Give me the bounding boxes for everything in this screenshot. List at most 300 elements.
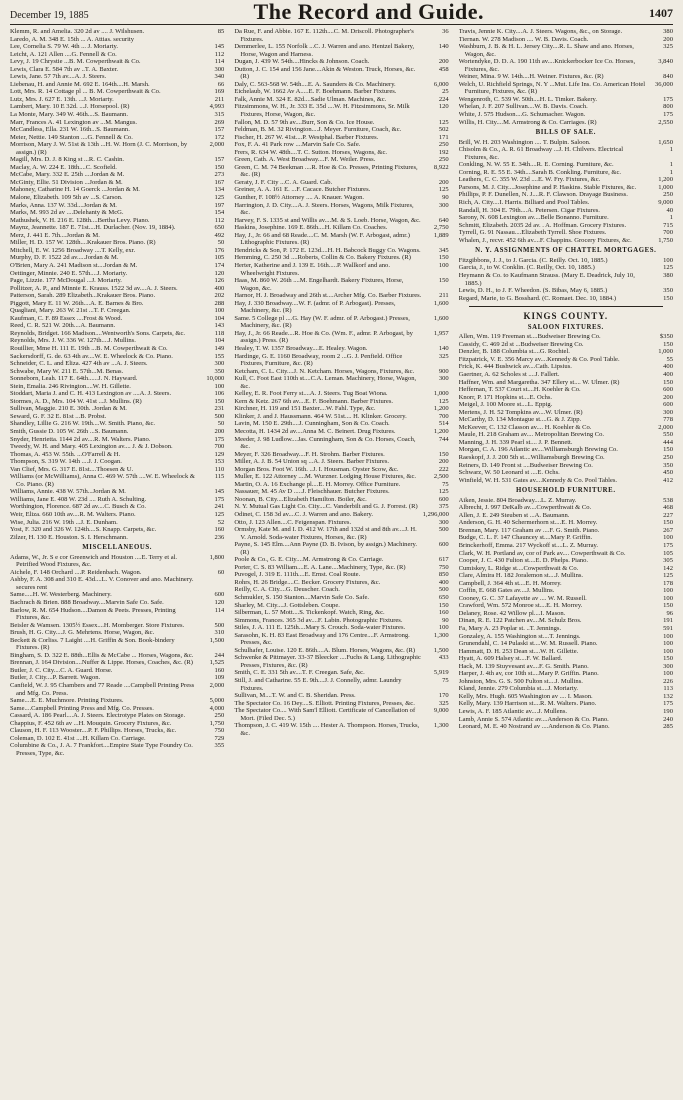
entry-text: Maclay, A. W. 224 E. 18th....C. Scofield. <box>10 163 117 171</box>
entry-amount: 100 <box>663 632 673 640</box>
entry-row <box>10 315 224 323</box>
entry-text: Zilzer, H. 130 E. Houston. S. I. Herschmann. <box>10 533 128 541</box>
entry-amount: 115 <box>214 473 225 481</box>
entry-text: Rouillier, Mme H. 111 E. 19th ...B. M. Cowperthwait & Co. <box>10 344 168 352</box>
entry-amount: 400 <box>663 363 673 371</box>
entry-amount: 458 <box>438 65 449 73</box>
entry-amount: 241 <box>214 503 225 511</box>
entry-row <box>10 330 224 338</box>
entry-amount: 2,000 <box>209 682 225 690</box>
entry-text: Schmukler, S. 150 Stanton....Marvin Safe Co. Safe. <box>234 594 369 602</box>
entry-text: Kern & Ketz. 267 6th av....E. F. Boehmann. Barber Fixtures. <box>234 397 394 405</box>
entry-row <box>10 28 224 36</box>
entry-text: McCarthy, D. 134 Montague st....G. & J. Zipp. <box>458 416 582 424</box>
entry-text: Parsons, M. J. City....Josephine and P. Haskins. Stable Fixtures, &c. <box>458 183 637 191</box>
entry-row <box>234 232 448 247</box>
entry-row <box>10 667 224 675</box>
entry-amount: 450 <box>663 469 673 477</box>
entry-amount: 52 <box>217 518 225 526</box>
entry-amount: 125 <box>438 488 449 496</box>
entry-amount: 150 <box>438 254 449 262</box>
entry-amount: 340 <box>214 73 225 81</box>
entry-amount: 325 <box>438 352 449 360</box>
entry-amount: 105 <box>663 549 673 557</box>
entry-amount: 1,800 <box>209 553 225 561</box>
entry-amount: 1,000 <box>658 183 673 191</box>
entry-text: Clauson, H. F. 113 Wooster....P. F. Phillips. Horses, Trucks, &c. <box>10 727 177 735</box>
entry-row <box>10 345 224 353</box>
entry-amount: 600 <box>438 495 449 503</box>
entry-amount: 104 <box>214 337 225 345</box>
entry-amount: 2,000 <box>658 423 673 431</box>
entry-text: O'Brien, Mary A. 241 Madison st....Jordan & M. <box>10 261 138 269</box>
entry-text: Marks, Anna. 137 W. 33d....Jordan & M. <box>10 201 117 209</box>
entry-text: Sullivan, Maggie. 210 E. 30th. .Jordan & M. <box>10 405 127 413</box>
entry-amount: 175 <box>663 542 673 549</box>
section-heading-bills-of-sale: BILLS OF SALE. <box>535 129 597 137</box>
entry-text: Fischer, H. 267 W. 41st....P. Westphal. Barber Fixtures. <box>234 133 379 141</box>
entry-amount: 1,889 <box>433 231 449 239</box>
entry-row <box>10 111 224 119</box>
entry-amount: 750 <box>214 727 225 735</box>
entry-row <box>10 88 224 96</box>
entry-text: Coffin, E. 668 Gates av....J. Mullins. <box>458 587 555 595</box>
entry-text: Brennan, J. 164 Division....Nuffer & Lippe. Horses, Coaches, &c. (R) <box>10 659 193 667</box>
entry-text: Tweedy, W. H. and Mary. 405 Lexington av.... J. & J. Dobson. <box>10 443 173 451</box>
entry-amount: 650 <box>214 224 225 232</box>
entry-amount: 150 <box>663 294 673 302</box>
entry-text: Stein, Emalia. 246 Rivington....W. H. Gillette. <box>10 382 131 390</box>
entry-row <box>459 58 673 73</box>
entry-row <box>10 202 224 210</box>
section-heading-kings-county: KINGS COUNTY. <box>523 311 609 322</box>
entry-row <box>234 156 448 164</box>
entry-amount: 700 <box>214 443 225 451</box>
entry-amount: 125 <box>214 511 225 518</box>
entry-text: Tiernan. W. 278 Madison .... W. B. Davis. Coach. <box>458 35 589 43</box>
entry-text: Rich, A. City....I. Harris. Billiard and Pool Tables. <box>458 199 590 207</box>
entry-text: Leicht, A. 121 Allen ....G. Fennell & Co. <box>10 50 117 58</box>
entry-text: Murphy, D. F. 1522 2d av.....Jordan & M. <box>10 254 119 262</box>
entry-row <box>234 617 448 625</box>
entry-text: Bachrach & Brien. 888 Broadway....Marvin Safe Co. Safe. <box>10 599 164 607</box>
entry-amount: 750 <box>438 563 449 571</box>
entry-amount: 134 <box>214 186 225 194</box>
entry-row <box>459 534 673 542</box>
entry-row <box>10 526 224 534</box>
entry-text: Magill, Mrs. D. J. 8 King st ...R. C. Cashin. <box>10 156 125 164</box>
entry-text: Pollitzer, A. P., and Minnie E. Krauss. 1522 3d av....A. J. Steers. <box>10 284 178 292</box>
entry-text: Welch, U. Richfield Springs, N. Y ...Mut. Life Ins. Co. American Hotel Furniture, Fixtures, &c. (R) <box>458 80 646 96</box>
entry-row <box>10 622 224 630</box>
entry-row <box>459 73 673 81</box>
entry-row <box>234 262 448 277</box>
entry-text: Mitchell, E. W. 1256 Broadway ....T. Kelly, exr. <box>10 246 136 254</box>
entry-text: Cooper, J. C. 430 Fulton st....E. D. Phelps. Piano. <box>458 557 589 565</box>
entry-row <box>10 383 224 391</box>
entry-row <box>10 607 224 622</box>
entry-amount: 150 <box>663 602 673 610</box>
entry-amount: 200 <box>663 393 673 401</box>
entry-amount: 150 <box>663 519 673 527</box>
entry-amount: 175 <box>663 111 673 119</box>
entry-amount: 345 <box>438 246 449 254</box>
entry-amount: 176 <box>214 246 225 254</box>
entry-text: Morgan Bros. Foot W. 16th. ..J. I. Housman. Oyster Scow, &c. <box>234 465 399 473</box>
entry-amount: 640 <box>438 216 449 224</box>
entry-row <box>10 156 224 164</box>
section-heading: MISCELLANEOUS. <box>82 544 153 552</box>
entry-row <box>234 458 448 466</box>
entry-amount: 175 <box>214 435 225 443</box>
entry-amount: 150 <box>663 655 673 663</box>
entry-amount: 160 <box>438 609 449 617</box>
entry-text: Morgan, C. A. 196 Atlantic av....Williamsburgh Brewing Co. <box>458 446 618 454</box>
entry-text: Maynz, Jeannette. 187 E. 71st....H. Durlacher. (Nov. 19, 1884). <box>10 224 176 232</box>
entry-row <box>459 237 673 245</box>
entry-amount: 140 <box>438 43 449 51</box>
entry-amount: 109 <box>214 674 225 682</box>
entry-amount: 550 <box>663 431 673 439</box>
entry-amount: 500 <box>214 621 225 629</box>
entry-row <box>234 194 448 202</box>
entry-text: Piggott, Mary E. 11 W. 26th....A. E. Barnes & Bro. <box>10 299 144 307</box>
entry-text: Kaufman, C. F. 89 Essex ....Frost & Wood. <box>10 314 123 322</box>
entry-amount: 1,200 <box>433 405 449 413</box>
entry-amount: 300 <box>214 360 225 368</box>
entry-amount: 3,840 <box>658 58 673 66</box>
entry-row <box>10 405 224 413</box>
entry-amount: 500 <box>214 412 225 420</box>
entry-text: Schulhafer, Louise. 120 E. 86th....A. Blum. Horses, Wagons, &c. (R) <box>234 646 416 654</box>
entry-text: Falk, Annie M. 324 E. 82d....Sadie Ulman. Machines, &c. <box>234 95 387 103</box>
entry-text: The Spectator Co.... With Sam'l Elliott. Certificate of Cancellation of Mort. (Filed Dec. 5.) <box>234 707 416 722</box>
entry-amount: 90 <box>442 616 449 624</box>
entry-amount: 269 <box>214 118 225 126</box>
entry-amount: 175 <box>214 495 225 503</box>
entry-row <box>10 353 224 361</box>
entry-row <box>234 103 448 118</box>
entry-amount: 100 <box>663 640 673 648</box>
entry-row <box>10 262 224 270</box>
entry-text: Dinan, R. E. 122 Patchen av....M. Schulz Bros. <box>458 617 582 625</box>
entry-row <box>234 398 448 406</box>
entry-row <box>10 458 224 466</box>
entry-text: White, J. 575 Hudson....G. Schumacher. Wagon. <box>458 111 586 119</box>
entry-amount: 1,525 <box>209 659 225 667</box>
entry-amount: 600 <box>663 401 673 409</box>
entry-amount: 224 <box>438 95 449 103</box>
entry-row <box>459 207 673 215</box>
entry-amount: 178 <box>663 579 673 587</box>
entry-row <box>459 565 673 573</box>
entry-row <box>459 295 673 303</box>
entry-amount: 2,750 <box>433 224 449 232</box>
entry-row <box>459 222 673 230</box>
entry-text: Stoddart, Maria J. and C. H. 413 Lexington av ....A. J. Steers. <box>10 390 172 398</box>
entry-text: Tyrrell, G. 91 Nassau....Elizabeth Tyrrell. Shoe Fixtures. <box>458 229 607 237</box>
entry-text: Whalen, J., recvr. 452 6th av....F. Chappins. Grocery Fixtures, &c. <box>458 236 632 244</box>
entry-amount: 174 <box>214 261 225 269</box>
entry-text: Green, C. M. 74 Beekman ....R. Hoe & Co. Presses, Printing Fixtures, &c. (R) <box>234 163 418 179</box>
entry-amount: 744 <box>438 435 449 443</box>
entry-amount: 100 <box>663 647 673 655</box>
entry-text: Campbell, J. 364 4th st....E. H. Morrey. <box>458 579 562 587</box>
entry-text: Kull, C. Foot East 110th st....C.A. Leman. Machinery, Horse, Wagon, &c. <box>234 375 417 390</box>
entry-amount: 192 <box>438 148 449 156</box>
section-heading-household-furniture: HOUSEHOLD FURNITURE. <box>516 487 616 495</box>
entry-row <box>10 742 224 757</box>
entry-amount: 175 <box>663 95 673 103</box>
entry-row <box>234 353 448 368</box>
entry-amount: 150 <box>663 340 673 348</box>
entry-text: Mahoney, Catharine H. 14 Goerck ...Jordan & M. <box>10 186 140 194</box>
entry-row <box>10 164 224 172</box>
entry-row <box>10 126 224 134</box>
entry-text: Kelley, E. R. Foot Ferry st....A. J. Steers. Tug Boat Wiona. <box>234 390 388 398</box>
entry-amount: 140 <box>438 344 449 352</box>
entry-row <box>10 473 224 488</box>
entry-row <box>234 526 448 541</box>
entry-row <box>10 186 224 194</box>
entry-text: Raeskopf, J. J. 200 5th st....Williamsburgh Brewing Co. <box>458 453 605 461</box>
entry-amount: 514 <box>438 420 449 428</box>
entry-amount: 300 <box>214 65 225 73</box>
entry-row <box>10 443 224 451</box>
entry-text: Conkling, N. W. 55 E. 34th....R. E. Corning. Furniture, &c. <box>458 161 614 169</box>
entry-amount: 1,300 <box>433 631 449 639</box>
entry-amount: 380 <box>663 271 673 279</box>
entry-row <box>10 720 224 728</box>
entry-amount: 1,200 <box>658 176 673 184</box>
entry-amount: 9,000 <box>658 199 673 207</box>
entry-text: Hack, M. 139 Stuyvesant av....F. G. Smith. Piano. <box>458 662 589 670</box>
entry-amount: 120 <box>214 599 225 607</box>
entry-amount: 125 <box>214 194 225 202</box>
entry-row <box>234 632 448 647</box>
entry-text: Thompson, J. C. 419 W. 15th .... Hester A. Thompson. Horses, Trucks, &c. <box>234 722 420 737</box>
entry-text: Otto, J. 123 Allen....C. Feigenspan. Fixtures. <box>234 518 352 526</box>
entry-amount: 36,000 <box>654 80 673 88</box>
entry-row <box>234 700 448 708</box>
entry-text: Mertens, J. H. 52 Tompkins av....W. Ulmer. (R) <box>458 408 583 416</box>
entry-text: Fitzpatrick, V. E. 356 Marcy av....Kennedy & Co. Pool Table. <box>458 355 620 363</box>
entry-amount: 500 <box>438 586 449 594</box>
entry-text: McGinty, Ellie. 51 Division ...Jordan & M. <box>10 178 123 186</box>
entry-text: Willis, H. City....M. Armstrong & Co. Carriages. (R) <box>458 118 597 126</box>
entry-row <box>459 497 673 505</box>
entry-amount: 244 <box>214 651 225 659</box>
entry-text: Manning, J. H. 339 Pearl st.... J. P. Bennett. <box>458 438 573 446</box>
entry-row <box>234 707 448 722</box>
entry-row <box>234 647 448 655</box>
entry-amount: 9,000 <box>433 707 449 715</box>
entry-row <box>10 451 224 459</box>
entry-amount: 125 <box>663 264 673 272</box>
entry-amount: 8,922 <box>433 163 449 171</box>
entry-text: Nassauer, M. 45 Av D .....J. Fleischhauer. Butcher Fixtures. <box>234 488 390 496</box>
entry-amount: 231 <box>214 405 225 413</box>
entry-text: Bingham, S. D. 322 E. 88th...Ellis & McCabe ... Horses, Wagons, &c. <box>10 651 194 659</box>
entry-amount: 1,300 <box>433 722 449 730</box>
entry-row <box>10 51 224 59</box>
section-heading-assignments: N. Y. ASSIGNMENTS OF CHATTEL MORTGAGES. <box>475 247 657 255</box>
entry-amount: 325 <box>663 43 673 51</box>
entry-text: Malone, Elizabeth. 109 5th av ...S. Carson. <box>10 194 123 202</box>
entry-text: Lamb, Annie S. 574 Atlantic av....Anderson & Co. Piano. <box>458 715 609 723</box>
entry-amount: 1,650 <box>658 138 673 146</box>
entry-text: Marr, Frances A. 41 Lexington av ...M. Mangus. <box>10 118 138 126</box>
entry-row <box>10 420 224 428</box>
entry-amount: 202 <box>214 292 225 300</box>
entry-text: Harnor, H. J. Broadway and 26th st....Archer Mfg. Co. Barber Fixtures. <box>234 292 422 300</box>
entry-text: Cumiskey, L. Ridge st....Cowperthwait & Co. <box>458 564 579 572</box>
entry-amount: 5,919 <box>433 669 449 677</box>
entry-row <box>234 315 448 330</box>
entry-row <box>459 655 673 663</box>
entry-row <box>234 602 448 610</box>
entry-amount: 778 <box>663 416 673 424</box>
entry-row <box>459 111 673 119</box>
entry-text: Reynolds, Mrs. J. W. 336 W. 127th....J. Mullins. <box>10 337 136 345</box>
entry-row <box>10 488 224 496</box>
entry-amount: 2,000 <box>209 141 225 149</box>
entry-row <box>459 43 673 58</box>
entry-text: Kelly, Mary. 139 Harrison st....R. M. Walters. Piano. <box>458 700 597 708</box>
entry-amount: 100 <box>663 594 673 602</box>
entry-amount: 55 <box>666 355 673 363</box>
entry-amount: 375 <box>438 503 449 511</box>
entry-amount: 154 <box>214 209 225 217</box>
entry-amount: 191 <box>663 617 673 625</box>
entry-text: Frick, K. 444 Bushwick av....Cath. Lipsius. <box>458 363 572 371</box>
entry-amount: 1,500 <box>433 646 449 654</box>
entry-text: Kelly, Mrs. Hugh. 605 Washington av .... I. Mason. <box>458 692 593 700</box>
entry-row <box>459 103 673 111</box>
entry-text: Leonard, M. E. 40 Nostrand av ....Anderson & Co. Piano. <box>458 723 610 731</box>
entry-text: Phillips, P. F. Dunellen, N. J....R. F. Clawson. Drayage Business. <box>458 191 628 199</box>
entry-amount: 110 <box>214 465 225 473</box>
entry-text: Still, J. and Catharine. 55 E. 9th....J. J. Connelly, admr. Laundry Fixtures. <box>234 677 402 692</box>
entry-text: Denzler, B. 188 Columbia st....G. Rochtel. <box>458 348 570 356</box>
entry-text: Leathers, C. C. 355 W. 23d ....E. W. Fry. Fixtures, &c. <box>458 176 601 184</box>
entry-amount: 502 <box>438 126 449 134</box>
entry-text: Meeder, J. 98 Ludlow....Jas. Cunningham, Son & Co. Horses, Coach, &c. <box>234 435 416 451</box>
entry-row <box>459 602 673 610</box>
entry-amount: 171 <box>438 133 449 141</box>
entry-text: Heffernan, T. 537 Court st....H. Koehler & Co. <box>458 386 581 394</box>
entry-row <box>459 119 673 127</box>
entry-row <box>459 557 673 565</box>
entry-text: Gonzaley, A. 155 Washington st....T. Jennings. <box>458 632 581 640</box>
entry-row <box>459 191 673 199</box>
entry-row <box>234 677 448 692</box>
entry-row <box>234 488 448 496</box>
entry-row <box>10 554 224 569</box>
entry-amount: 444 <box>663 438 673 446</box>
entry-row <box>459 139 673 147</box>
entry-row <box>459 572 673 580</box>
entry-text: Lott, Mrs. R. 14 Cottage pl ... B. M. Cowperthwait & Co. <box>10 88 161 96</box>
entry-text: Ketcham, C. L. City....J. N. Ketcham. Horses, Wagons, Fixtures, &c. <box>234 367 415 375</box>
entry-amount: 300 <box>438 201 449 209</box>
entry-text: Lee, Cornelia S. 79 W. 4th ... J. Moriarty. <box>10 43 118 51</box>
entry-row <box>459 723 673 731</box>
entry-amount: 300 <box>438 375 449 383</box>
entry-row <box>459 587 673 595</box>
entry-text: Lutz, Mrs. J. 627 E. 13th. ...J. Moriarty. <box>10 95 114 103</box>
entry-amount: 227 <box>663 511 673 519</box>
entry-row <box>10 652 224 660</box>
entry-row <box>234 722 448 737</box>
entry-row <box>234 345 448 353</box>
entry-amount: 900 <box>438 367 449 375</box>
entry-row <box>10 398 224 406</box>
entry-text: Rohrs, H. 26 Bridge....C. Becker. Grocery Fixtures, &c. <box>234 578 381 586</box>
entry-text: Klemm, R. and Amelia. 320 2d av .... J. Wilshusen. <box>10 28 145 35</box>
entry-amount: 125 <box>438 186 449 194</box>
entry-amount: 5,000 <box>209 697 225 705</box>
entry-text: Hyatt, A. 609 Halsey st....F. W. Ballard. <box>458 655 563 663</box>
entry-text: Whelan, J. F. 207 Sullivan....W. B. Davis. Coach. <box>458 103 588 111</box>
entry-text: Lewis, Clara E. 584 7th av ..T. A. Baxter. <box>10 65 119 73</box>
entry-row <box>10 436 224 444</box>
entry-amount: 160 <box>214 526 225 534</box>
entry-row <box>459 462 673 470</box>
entry-row <box>459 617 673 625</box>
entry-text: Greiner, A. A. 161 E. ...F. Cacace. Butcher Fixtures. <box>234 186 371 194</box>
entry-amount: 172 <box>214 133 225 141</box>
entry-text: Stormes, A. D., Mrs. 104 W. 41st ...J. Mullins. (R) <box>10 397 142 405</box>
entry-amount: 106 <box>214 390 225 398</box>
mortgage-list-continued <box>459 28 673 126</box>
entry-row <box>459 693 673 701</box>
entry-text: Green, Cath. A. West Broadway....F. M. Weiler. Press. <box>234 156 376 164</box>
entry-row <box>10 270 224 278</box>
entry-text: Hammatt, D. H. 253 Dean st....W. H. Gillette. <box>458 647 579 655</box>
entry-amount: 1,600 <box>433 299 449 307</box>
entry-amount: 167 <box>214 178 225 186</box>
entry-row <box>234 609 448 617</box>
entry-text: Williams, Jane E. 408 W. 23d .... Ruth A. Schulting. <box>10 495 147 503</box>
entry-text: Winfield, W. H. 531 Gates av....Kennedy & Co. Pool Tables. <box>458 476 618 484</box>
entry-row <box>234 436 448 451</box>
entry-amount: 170 <box>438 692 449 700</box>
entry-row <box>10 629 224 637</box>
entry-amount: 118 <box>214 329 225 337</box>
entry-row <box>459 257 673 265</box>
entry-row <box>10 697 224 705</box>
entry-amount: 222 <box>438 465 449 473</box>
entry-row <box>234 420 448 428</box>
entry-amount: 400 <box>214 284 225 292</box>
entry-row <box>459 625 673 633</box>
entry-row <box>459 633 673 641</box>
entry-row <box>459 716 673 724</box>
entry-row <box>459 184 673 192</box>
entry-text: Muller, E. 122 Attorney ....M. Wurzner. Lodging House Fixtures, &c. <box>234 473 417 481</box>
entry-row <box>10 599 224 607</box>
entry-text: Stiles, J. A. 111 E. 125th....Mary S. Crouch. Soda-water Fixtures. <box>234 624 406 632</box>
entry-amount: 90 <box>442 194 449 202</box>
section-divider <box>469 306 663 307</box>
entry-amount: 617 <box>438 556 449 564</box>
entry-row <box>459 424 673 432</box>
entry-text: Sullivan, M....T. W. and C. B. Sheridan. Press. <box>234 692 356 700</box>
entry-text: Noonan, B. City....Elizabeth Hamilton. Boiler, &c. <box>234 495 367 503</box>
entry-text: Poole & Co., G. E. City....M. Armstrong & Co. Carriage. <box>234 556 384 564</box>
entry-text: Mecotta, H. 1434 2d av....Anna M. C. Beinert. Drug Fixtures. <box>234 427 396 435</box>
